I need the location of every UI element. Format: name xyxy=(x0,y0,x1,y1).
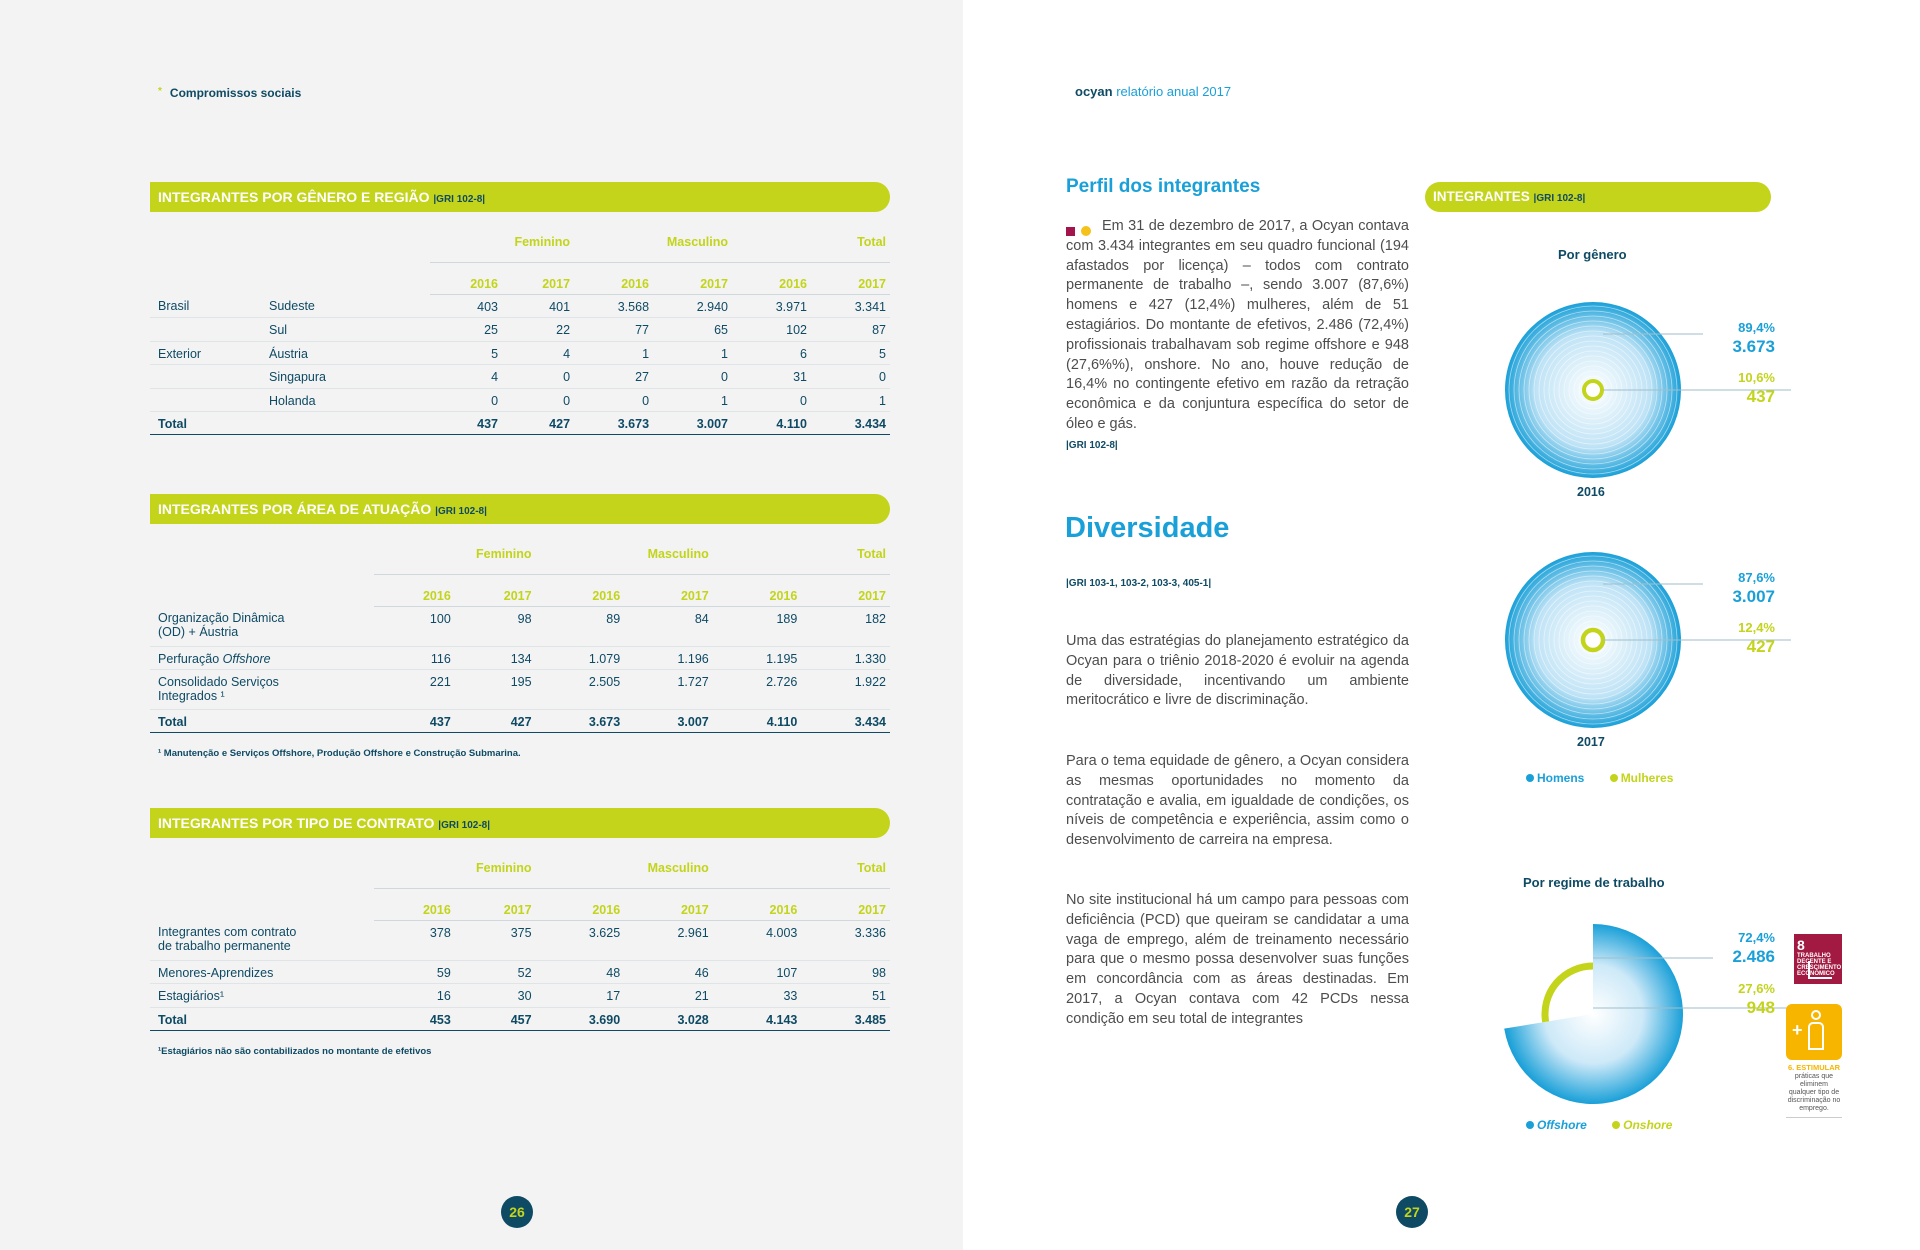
total-cell: 3.434 xyxy=(811,412,890,435)
table-row xyxy=(150,670,890,710)
table-row xyxy=(150,606,890,646)
table-cell: 65 xyxy=(653,318,732,342)
table-cell: 30 xyxy=(455,984,536,1008)
table-cell: 4.003 xyxy=(713,920,802,960)
year-label: 2016 xyxy=(536,888,625,920)
region-label xyxy=(150,365,265,389)
sdg-action-text: 6. ESTIMULAR práticas que eliminem qualquer tipo de discriminação no emprego. xyxy=(1787,1063,1841,1112)
table-cell: 52 xyxy=(455,960,536,984)
subregion-label: Sul xyxy=(265,318,430,342)
table-cell: 4 xyxy=(430,365,502,389)
legend-offshore: Offshore xyxy=(1526,1118,1587,1132)
table-cell: 116 xyxy=(374,646,455,670)
table-cell: 403 xyxy=(430,294,502,318)
dot-icon xyxy=(1612,1121,1620,1129)
total-cell: 457 xyxy=(455,1007,536,1030)
perfil-title: Perfil dos integrantes xyxy=(1066,176,1261,197)
region-label: Exterior xyxy=(150,341,265,365)
table-cell: 0 xyxy=(502,365,574,389)
total-cell: 3.434 xyxy=(801,710,890,733)
table1 xyxy=(150,222,890,435)
year-label: 2017 xyxy=(624,888,713,920)
year-label: 2017 xyxy=(455,888,536,920)
table-cell: 100 xyxy=(374,606,455,646)
dot-icon xyxy=(1526,1121,1534,1129)
legend-onshore: Onshore xyxy=(1612,1118,1672,1132)
table-cell: 3.341 xyxy=(811,294,890,318)
perfil-gri: |GRI 102-8| xyxy=(1066,440,1118,451)
por-genero-title: Por gênero xyxy=(1558,247,1627,262)
dot-icon xyxy=(1526,774,1534,782)
table-cell: 3.971 xyxy=(732,294,811,318)
year-label: 2016 xyxy=(536,574,625,606)
chart-year-label: 2016 xyxy=(1577,485,1605,499)
subregion-label: Áustria xyxy=(265,341,430,365)
year-label: 2017 xyxy=(455,574,536,606)
total-cell: 3.485 xyxy=(801,1007,890,1030)
running-head: * Compromissos sociais xyxy=(158,86,302,100)
subregion-label: Singapura xyxy=(265,365,430,389)
table-cell: 5 xyxy=(811,341,890,365)
table-cell: 2.940 xyxy=(653,294,732,318)
table-cell: 6 xyxy=(732,341,811,365)
table-cell: 4 xyxy=(502,341,574,365)
gender-legend xyxy=(1526,771,1673,785)
table-row xyxy=(150,318,890,342)
region-label xyxy=(150,318,265,342)
table3-footnote: ¹Estagiários não são contabilizados no montante de efetivos xyxy=(158,1046,432,1057)
por-regime-title: Por regime de trabalho xyxy=(1523,875,1665,890)
table-cell: 401 xyxy=(502,294,574,318)
total-cell: 3.028 xyxy=(624,1007,713,1030)
table-cell: 102 xyxy=(732,318,811,342)
table-cell: 0 xyxy=(732,388,811,412)
pct-label: 72,4% xyxy=(1738,930,1775,945)
table-cell: 134 xyxy=(455,646,536,670)
table-cell: 1.922 xyxy=(801,670,890,710)
value-label: 3.673 xyxy=(1732,337,1775,356)
row-label: Consolidado Serviços Integrados ¹ xyxy=(150,670,374,710)
total-cell: 3.690 xyxy=(536,1007,625,1030)
total-cell: 3.007 xyxy=(653,412,732,435)
total-label: Total xyxy=(150,710,374,733)
table-cell: 0 xyxy=(811,365,890,389)
total-cell: 437 xyxy=(430,412,502,435)
table1-banner: INTEGRANTES POR GÊNERO E REGIÃO |GRI 102-8| xyxy=(150,182,890,212)
total-cell: 437 xyxy=(374,710,455,733)
row-label: Menores-Aprendizes xyxy=(150,960,374,984)
legend-homens: Homens xyxy=(1526,771,1584,785)
row-label: Organização Dinâmica (OD) + Áustria xyxy=(150,606,374,646)
pct-label: 89,4% xyxy=(1738,320,1775,335)
person-plus-icon: + xyxy=(1786,1004,1842,1060)
table-cell: 27 xyxy=(574,365,653,389)
year-label: 2017 xyxy=(801,888,890,920)
divider xyxy=(1786,1117,1842,1118)
table-cell: 378 xyxy=(374,920,455,960)
group-header-row xyxy=(150,848,890,888)
year-label: 2017 xyxy=(811,262,890,294)
row-label: Integrantes com contrato de trabalho permanente xyxy=(150,920,374,960)
total-cell: 3.673 xyxy=(536,710,625,733)
table-cell: 33 xyxy=(713,984,802,1008)
table-cell: 22 xyxy=(502,318,574,342)
year-label: 2016 xyxy=(374,574,455,606)
table-cell: 1 xyxy=(653,341,732,365)
table-row xyxy=(150,294,890,318)
table-cell: 17 xyxy=(536,984,625,1008)
diversidade-paragraph: Para o tema equidade de gênero, a Ocyan considera as mesmas oportunidades no momento da contratação e avalia, em igualdade de condições, os níveis de competência e experiência, assim como o desenvolvimento de carreira na empresa. xyxy=(1066,753,1409,849)
year-label: 2017 xyxy=(502,262,574,294)
year-label: 2016 xyxy=(430,262,502,294)
total-row xyxy=(150,710,890,733)
year-label: 2017 xyxy=(653,262,732,294)
table-cell: 195 xyxy=(455,670,536,710)
year-label: 2016 xyxy=(574,262,653,294)
table-cell: 31 xyxy=(732,365,811,389)
table-row xyxy=(150,341,890,365)
total-row xyxy=(150,1007,890,1030)
table-cell: 46 xyxy=(624,960,713,984)
total-cell: 4.143 xyxy=(713,1007,802,1030)
table-row xyxy=(150,920,890,960)
table-cell: 189 xyxy=(713,606,802,646)
total-label: Total xyxy=(150,1007,374,1030)
table-cell: 51 xyxy=(801,984,890,1008)
year-header-row xyxy=(150,888,890,920)
table-cell: 0 xyxy=(430,388,502,412)
page-number: 27 xyxy=(1396,1196,1428,1228)
table-cell: 98 xyxy=(455,606,536,646)
group-header-row xyxy=(150,222,890,262)
total-label: Total xyxy=(150,412,265,435)
row-label: Perfuração Offshore xyxy=(150,646,374,670)
table-row xyxy=(150,388,890,412)
region-label xyxy=(150,388,265,412)
year-header-row xyxy=(150,262,890,294)
table-cell: 48 xyxy=(536,960,625,984)
value-label: 2.486 xyxy=(1732,947,1775,966)
subregion-label: Holanda xyxy=(265,388,430,412)
group-label: Total xyxy=(713,848,890,888)
table-cell: 0 xyxy=(653,365,732,389)
dot-icon xyxy=(1610,774,1618,782)
table-cell: 3.336 xyxy=(801,920,890,960)
table-cell: 89 xyxy=(536,606,625,646)
year-header-row xyxy=(150,574,890,606)
table-row xyxy=(150,960,890,984)
group-label: Masculino xyxy=(536,848,713,888)
table-cell: 2.505 xyxy=(536,670,625,710)
year-label: 2017 xyxy=(624,574,713,606)
table-cell: 221 xyxy=(374,670,455,710)
pct-label: 87,6% xyxy=(1738,570,1775,585)
year-label: 2016 xyxy=(732,262,811,294)
year-label: 2016 xyxy=(374,888,455,920)
sdg-goal-icon: 8 TRABALHO DECENTE E CRESCIMENTO ECONÔMICO xyxy=(1794,934,1842,984)
table-cell: 1 xyxy=(653,388,732,412)
table3 xyxy=(150,848,890,1031)
total-row xyxy=(150,412,890,435)
table-cell: 59 xyxy=(374,960,455,984)
table-cell: 3.625 xyxy=(536,920,625,960)
total-cell: 427 xyxy=(455,710,536,733)
table-cell: 375 xyxy=(455,920,536,960)
group-label: Total xyxy=(713,534,890,574)
table-cell: 182 xyxy=(801,606,890,646)
table-cell: 1.727 xyxy=(624,670,713,710)
total-cell: 453 xyxy=(374,1007,455,1030)
total-cell: 4.110 xyxy=(732,412,811,435)
table2-banner: INTEGRANTES POR ÁREA DE ATUAÇÃO |GRI 102-8| xyxy=(150,494,890,524)
growth-chart-icon xyxy=(1808,961,1832,979)
table3-banner: INTEGRANTES POR TIPO DE CONTRATO |GRI 102-8| xyxy=(150,808,890,838)
diversidade-paragraph: Uma das estratégias do planejamento estratégico da Ocyan para o triênio 2018-2020 é evoluir na agenda de diversidade, incentivando um ambiente meritocrático e livre de discriminação. xyxy=(1066,633,1409,709)
table-cell: 2.726 xyxy=(713,670,802,710)
value-label: 437 xyxy=(1746,387,1775,406)
table-cell: 107 xyxy=(713,960,802,984)
table-cell: 1.196 xyxy=(624,646,713,670)
group-label: Feminino xyxy=(374,848,536,888)
table-cell: 87 xyxy=(811,318,890,342)
group-header-row xyxy=(150,534,890,574)
total-cell: 3.673 xyxy=(574,412,653,435)
table-cell: 1 xyxy=(574,341,653,365)
table-cell: 25 xyxy=(430,318,502,342)
page-number: 26 xyxy=(501,1196,533,1228)
sdg-panel xyxy=(1786,934,1842,1118)
table-cell: 1 xyxy=(811,388,890,412)
legend-mulheres: Mulheres xyxy=(1610,771,1674,785)
subregion-label: Sudeste xyxy=(265,294,430,318)
region-label: Brasil xyxy=(150,294,265,318)
diversidade-title: Diversidade xyxy=(1065,512,1230,544)
group-label: Total xyxy=(732,222,890,262)
value-label: 427 xyxy=(1746,637,1775,656)
row-label: Estagiários¹ xyxy=(150,984,374,1008)
diversidade-gri: |GRI 103-1, 103-2, 103-3, 405-1| xyxy=(1066,578,1212,589)
table-cell: 0 xyxy=(502,388,574,412)
table-cell: 1.330 xyxy=(801,646,890,670)
report-header: ocyan relatório anual 2017 xyxy=(1075,84,1232,99)
group-label: Feminino xyxy=(430,222,574,262)
total-cell: 3.007 xyxy=(624,710,713,733)
table-cell: 77 xyxy=(574,318,653,342)
table-cell: 1.079 xyxy=(536,646,625,670)
table-cell: 3.568 xyxy=(574,294,653,318)
pct-label: 12,4% xyxy=(1738,620,1775,635)
table2 xyxy=(150,534,890,733)
integrantes-banner: INTEGRANTES |GRI 102-8| xyxy=(1425,182,1771,212)
table-cell: 5 xyxy=(430,341,502,365)
value-label: 948 xyxy=(1746,998,1775,1017)
table-cell: 2.961 xyxy=(624,920,713,960)
pct-label: 10,6% xyxy=(1738,370,1775,385)
total-cell: 4.110 xyxy=(713,710,802,733)
empty-cell xyxy=(265,412,430,435)
table-cell: 98 xyxy=(801,960,890,984)
table-cell: 84 xyxy=(624,606,713,646)
year-label: 2016 xyxy=(713,574,802,606)
value-label: 3.007 xyxy=(1732,587,1775,606)
table-cell: 21 xyxy=(624,984,713,1008)
group-label: Masculino xyxy=(536,534,713,574)
table-cell: 16 xyxy=(374,984,455,1008)
pct-label: 27,6% xyxy=(1738,981,1775,996)
regime-legend xyxy=(1526,1118,1672,1132)
table-row xyxy=(150,984,890,1008)
group-label: Feminino xyxy=(374,534,536,574)
table2-footnote: ¹ Manutenção e Serviços Offshore, Produção Offshore e Construção Submarina. xyxy=(158,748,521,759)
table-row xyxy=(150,365,890,389)
right-page xyxy=(963,0,1920,1250)
total-cell: 427 xyxy=(502,412,574,435)
diversidade-paragraph: No site institucional há um campo para pessoas com deficiência (PCD) que queiram se candidatar a uma vaga de emprego, além de treinamento necessário para que o mesmo possa desenvolver suas funções em concordância com as áreas destinadas. Em 2017, a Ocyan contava com 42 PCDs nessa condição em seu total de integrantes xyxy=(1066,892,1409,1027)
table-cell: 1.195 xyxy=(713,646,802,670)
year-label: 2016 xyxy=(713,888,802,920)
table-row xyxy=(150,646,890,670)
table-cell: 0 xyxy=(574,388,653,412)
perfil-text: Em 31 de dezembro de 2017, a Ocyan contava com 3.434 integrantes em seu quadro funcional (194 afastados por licença) – todos com contrato permanente de trabalho –, sendo 3.007 (87,6%) homens e 427 (12,4%) mulheres, além de 51 estagiários. Do montante de efetivos, 2.486 (72,4%) profissionais trabalhavam sob regime offshore e 948 (27,6%%), onshore. No ano, houve redução de 16,4% no contingente efetivo em razão da retração econômica e da conjuntura específica do setor de óleo e gás. xyxy=(1066,218,1409,432)
group-label: Masculino xyxy=(574,222,732,262)
star-icon: * xyxy=(158,86,162,97)
year-label: 2017 xyxy=(801,574,890,606)
chart-year-label: 2017 xyxy=(1577,735,1605,749)
